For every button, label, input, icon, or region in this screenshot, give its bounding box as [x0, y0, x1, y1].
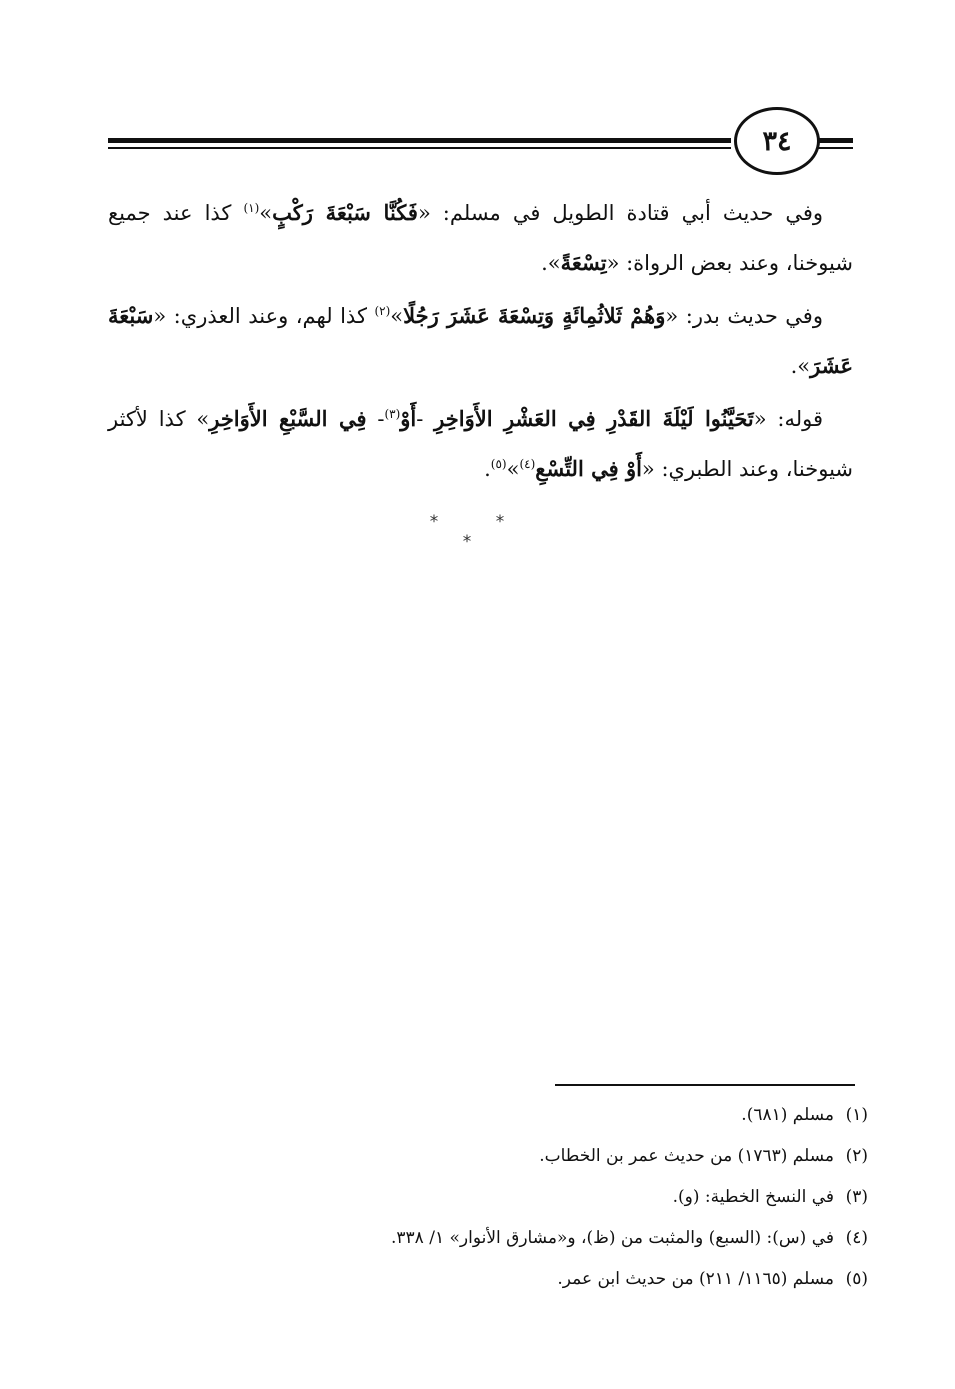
- section-separator: * * *: [429, 512, 531, 552]
- footnote-number: (٤): [845, 1228, 868, 1248]
- text: -: [366, 407, 385, 431]
- text: ».: [790, 354, 811, 378]
- footnote: [108, 1218, 868, 1259]
- text: » كذا لأكثر شيوخنا، وعند الطبري: «: [108, 407, 853, 481]
- quote: تِسْعَةً: [560, 250, 607, 275]
- footnote-ref: (٥): [490, 457, 507, 471]
- footnote-text: في النسخ الخطية: (و).: [672, 1187, 834, 1207]
- quote: أَوْ فِي التِّسْعِ: [535, 456, 642, 481]
- footnote-divider: [555, 1084, 855, 1086]
- quote: وَهُمْ ثَلاثُمِائَةٍ وَتِسْعَةَ عَشَرَ رَجُلًا: [403, 303, 666, 328]
- footnote-text: مسلم (١٧٦٣) من حديث عمر بن الخطاب.: [539, 1146, 834, 1166]
- text: وفي حديث بدر: «: [665, 304, 823, 328]
- quote: أَوْ: [400, 406, 417, 431]
- quote: تَحَيَّنُوا لَيْلَةَ القَدْرِ فِي العَشْرِ الأَوَاخِرِ: [434, 406, 754, 431]
- text: -: [416, 407, 435, 431]
- text: قوله: «: [753, 407, 823, 431]
- text: .: [484, 457, 491, 481]
- footnote: [108, 1095, 868, 1136]
- paragraph-3: [108, 394, 853, 494]
- text: »: [506, 457, 520, 481]
- quote: فَكُنَّا سَبْعَةَ رَكْبٍ: [272, 200, 418, 225]
- text: »: [390, 304, 404, 328]
- footnote-ref: (١): [243, 201, 260, 215]
- quote: سَبْعَةَ عَشَرَ: [108, 303, 853, 378]
- footnote: [108, 1259, 868, 1300]
- footnote-number: (١): [845, 1105, 868, 1125]
- footnote: [108, 1136, 868, 1177]
- footnotes: [108, 1095, 868, 1300]
- paragraph-2: [108, 291, 853, 391]
- page-number: ٣٤: [734, 107, 820, 175]
- text: »: [259, 201, 273, 225]
- footnote-ref: (٤): [519, 457, 536, 471]
- quote: فِي السَّبْعِ الأَوَاخِرِ: [209, 406, 367, 431]
- footnote-text: مسلم (٦٨١).: [741, 1105, 834, 1125]
- paragraph-1: [108, 188, 853, 288]
- main-text: [108, 188, 853, 497]
- header-rule: [108, 138, 731, 143]
- header-rule-thin: [108, 147, 731, 149]
- footnote-number: (٣): [845, 1187, 868, 1207]
- footnote-text: في (س): (السبع) والمثبت من (ظ)، و«مشارق الأنوار» ١/ ٣٣٨.: [390, 1228, 834, 1248]
- footnote-ref: (٢): [374, 304, 391, 318]
- footnote: [108, 1177, 868, 1218]
- page-header: [108, 105, 853, 175]
- text: ».: [541, 251, 561, 275]
- text: وفي حديث أبي قتادة الطويل في مسلم: «: [417, 201, 824, 225]
- footnote-ref: (٣): [384, 407, 401, 421]
- footnote-number: (٥): [845, 1269, 868, 1289]
- text: كذا عند جميع شيوخنا، وعند بعض الرواة: «: [108, 201, 853, 275]
- text: كذا لهم، وعند العذري: «: [153, 304, 375, 328]
- footnote-text: مسلم (١١٦٥/ ٢١١) من حديث ابن عمر.: [557, 1269, 834, 1289]
- footnote-number: (٢): [845, 1146, 868, 1166]
